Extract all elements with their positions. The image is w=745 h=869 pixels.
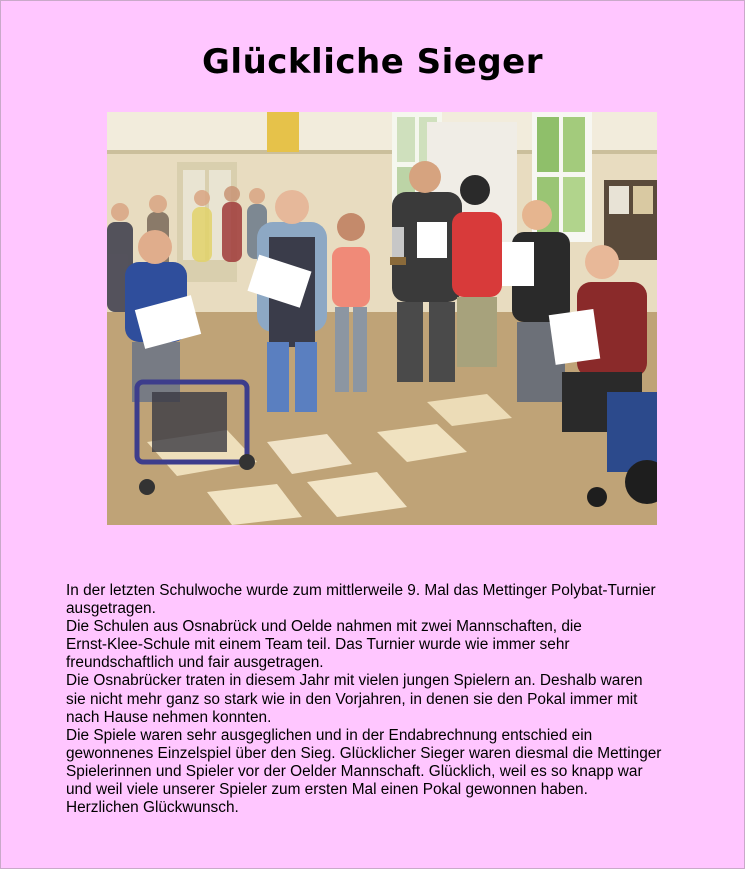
article-paragraph: Herzlichen Glückwunsch. <box>66 799 239 817</box>
article-paragraph: Die Spiele waren sehr ausgeglichen und in der Endabrechnung entschied ein gewonnenes Einzelspiel über den Sieg. Glücklicher Sieger waren diesmal die Mettinger Spielerinnen und Spieler vor der Oelder Mannschaft. Glücklich, weil es so knapp war und weil viele unserer Spieler zum ersten Mal einen Pokal gewonnen haben. <box>66 726 662 799</box>
article-paragraph: In der letzten Schulwoche wurde zum mittlerweile 9. Mal das Mettinger Polybat-Turnier ausgetragen. <box>66 582 656 618</box>
photo-illustration <box>107 112 657 525</box>
group-photo <box>107 112 657 525</box>
article-text <box>66 582 706 817</box>
article-paragraph: Die Osnabrücker traten in diesem Jahr mit vielen jungen Spielern an. Deshalb waren sie nicht mehr ganz so stark wie in den Vorjahren, in denen sie den Pokal immer mit nach Hause nehmen konnten. <box>66 672 643 726</box>
article-paragraph: Die Schulen aus Osnabrück und Oelde nahmen mit zwei Mannschaften, die Ernst-Klee-Schule mit einem Team teil. Das Turnier wurde wie immer sehr freundschaftlich und fair ausgetragen. <box>66 618 582 672</box>
page-title: Glückliche Sieger <box>202 42 543 82</box>
